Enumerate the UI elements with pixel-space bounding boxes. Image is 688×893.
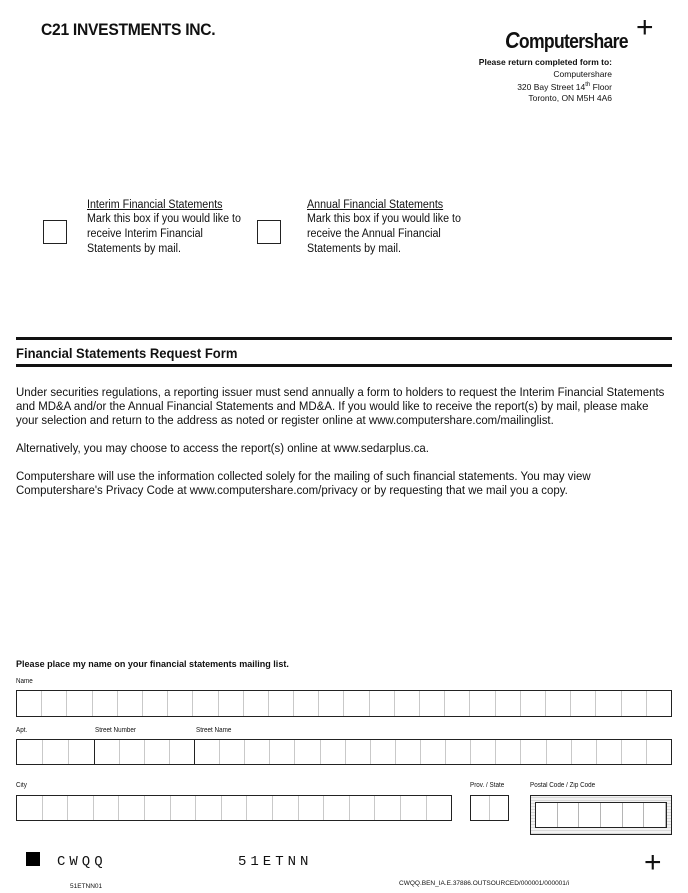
character-cell[interactable] [396, 740, 421, 764]
mailing-list-heading: Please place my name on your financial statements mailing list. [16, 659, 289, 670]
character-cell[interactable] [69, 740, 94, 764]
title-rule-top [16, 337, 672, 340]
character-cell[interactable] [647, 691, 671, 716]
character-cell[interactable] [295, 740, 320, 764]
character-cell[interactable] [420, 691, 445, 716]
character-cell[interactable] [171, 796, 197, 820]
character-cell[interactable] [547, 740, 572, 764]
interim-statements-checkbox[interactable] [43, 220, 67, 244]
barcode-square [26, 852, 40, 866]
name-field[interactable] [16, 690, 672, 717]
character-cell[interactable] [42, 691, 67, 716]
job-reference: CWQQ.BEN_IA.E.37886.OUTSOURCED/000001/000001/i [399, 880, 570, 887]
logo-initial: C [505, 27, 519, 53]
prov-state-label: Prov. / State [470, 782, 505, 789]
postal-code-inner[interactable] [535, 802, 667, 828]
character-cell[interactable] [319, 691, 344, 716]
character-cell[interactable] [622, 691, 647, 716]
character-cell[interactable] [68, 796, 94, 820]
character-cell[interactable] [571, 691, 596, 716]
character-cell[interactable] [299, 796, 325, 820]
character-cell[interactable] [269, 691, 294, 716]
character-cell[interactable] [244, 691, 269, 716]
privacy-paragraph: Computershare will use the information collected solely for the mailing of such financial statements. You may view Computershare's Privacy Code at www.computershare.com/privacy or by requesting that we mail you a copy. [16, 469, 591, 497]
character-cell[interactable] [17, 796, 43, 820]
intro-paragraph: Under securities regulations, a reporting issuer must send annually a form to holders to request the Interim Financial Statements and MD&A and/or the Annual Financial Statements and MD&A. If you would like to receive the report(s) by mail, please make your selection and return to the address as noted or register online at www.computershare.com/mailinglist. [16, 385, 665, 427]
character-cell[interactable] [596, 691, 621, 716]
character-cell[interactable] [579, 803, 601, 827]
character-cell[interactable] [445, 691, 470, 716]
character-cell[interactable] [647, 740, 671, 764]
form-code-small: 51ETNN01 [70, 883, 103, 890]
title-rule-bottom [16, 364, 672, 367]
character-cell[interactable] [143, 691, 168, 716]
character-cell[interactable] [220, 740, 245, 764]
character-cell[interactable] [193, 691, 218, 716]
character-cell[interactable] [118, 691, 143, 716]
character-cell[interactable] [93, 691, 118, 716]
character-cell[interactable] [496, 691, 521, 716]
form-code-left: CWQQ [57, 854, 107, 870]
character-cell[interactable] [120, 740, 145, 764]
online-access-paragraph: Alternatively, you may choose to access the report(s) online at www.sedarplus.ca. [16, 441, 429, 455]
character-cell[interactable] [324, 796, 350, 820]
character-cell[interactable] [346, 740, 371, 764]
character-cell[interactable] [546, 691, 571, 716]
annual-statements-title: Annual Financial Statements [307, 199, 444, 211]
character-cell[interactable] [344, 691, 369, 716]
character-cell[interactable] [644, 803, 666, 827]
return-line-3: Toronto, ON M5H 4A6 [528, 93, 612, 104]
apt-field[interactable] [16, 739, 95, 765]
character-cell[interactable] [43, 796, 69, 820]
character-cell[interactable] [321, 740, 346, 764]
street-name-label: Street Name [196, 727, 232, 734]
prov-state-field[interactable] [470, 795, 509, 821]
character-cell[interactable] [597, 740, 622, 764]
annual-statements-checkbox[interactable] [257, 220, 281, 244]
character-cell[interactable] [350, 796, 376, 820]
character-cell[interactable] [490, 796, 508, 820]
character-cell[interactable] [470, 691, 495, 716]
return-line-2: 320 Bay Street 14th Floor [517, 81, 612, 92]
character-cell[interactable] [168, 691, 193, 716]
character-cell[interactable] [622, 740, 647, 764]
street-number-label: Street Number [95, 727, 136, 734]
character-cell[interactable] [67, 691, 92, 716]
character-cell[interactable] [427, 796, 452, 820]
interim-statements-description: Mark this box if you would like to receive Interim Financial Statements by mail. [87, 213, 241, 255]
name-label: Name [16, 678, 33, 685]
form-title: Financial Statements Request Form [16, 345, 238, 361]
logo-text: omputershare [518, 31, 628, 53]
character-cell[interactable] [17, 691, 42, 716]
character-cell[interactable] [145, 740, 170, 764]
city-field[interactable] [16, 795, 452, 821]
form-code-middle: 51ETNN [238, 854, 313, 870]
apt-label: Apt. [16, 727, 28, 734]
character-cell[interactable] [370, 691, 395, 716]
character-cell[interactable] [94, 796, 120, 820]
character-cell[interactable] [294, 691, 319, 716]
character-cell[interactable] [145, 796, 171, 820]
character-cell[interactable] [536, 803, 558, 827]
character-cell[interactable] [521, 740, 546, 764]
postal-code-field[interactable] [530, 795, 672, 835]
character-cell[interactable] [219, 691, 244, 716]
return-address [479, 57, 612, 105]
character-cell[interactable] [196, 796, 222, 820]
character-cell[interactable] [43, 740, 69, 764]
character-cell[interactable] [170, 740, 194, 764]
character-cell[interactable] [623, 803, 645, 827]
character-cell[interactable] [95, 740, 120, 764]
character-cell[interactable] [401, 796, 427, 820]
character-cell[interactable] [222, 796, 248, 820]
registration-mark-top: + [636, 11, 654, 44]
character-cell[interactable] [558, 803, 580, 827]
street-number-field[interactable] [94, 739, 195, 765]
registration-mark-bottom: + [644, 846, 662, 879]
character-cell[interactable] [572, 740, 597, 764]
character-cell[interactable] [270, 740, 295, 764]
character-cell[interactable] [471, 740, 496, 764]
character-cell[interactable] [421, 740, 446, 764]
character-cell[interactable] [446, 740, 471, 764]
character-cell[interactable] [273, 796, 299, 820]
annual-statements-description: Mark this box if you would like to receive the Annual Financial Statements by mail. [307, 213, 461, 255]
character-cell[interactable] [245, 740, 270, 764]
character-cell[interactable] [247, 796, 273, 820]
character-cell[interactable] [375, 796, 401, 820]
city-label: City [16, 782, 27, 789]
return-line-1: Computershare [553, 68, 612, 79]
interim-statements-title: Interim Financial Statements [87, 199, 223, 211]
character-cell[interactable] [17, 740, 43, 764]
character-cell[interactable] [496, 740, 521, 764]
character-cell[interactable] [371, 740, 396, 764]
character-cell[interactable] [471, 796, 490, 820]
character-cell[interactable] [395, 691, 420, 716]
computershare-logo [505, 27, 628, 54]
character-cell[interactable] [119, 796, 145, 820]
character-cell[interactable] [195, 740, 220, 764]
street-name-field[interactable] [194, 739, 672, 765]
character-cell[interactable] [521, 691, 546, 716]
character-cell[interactable] [601, 803, 623, 827]
company-name: C21 INVESTMENTS INC. [41, 20, 216, 39]
postal-code-label: Postal Code / Zip Code [530, 782, 596, 789]
return-heading: Please return completed form to: [478, 57, 612, 67]
